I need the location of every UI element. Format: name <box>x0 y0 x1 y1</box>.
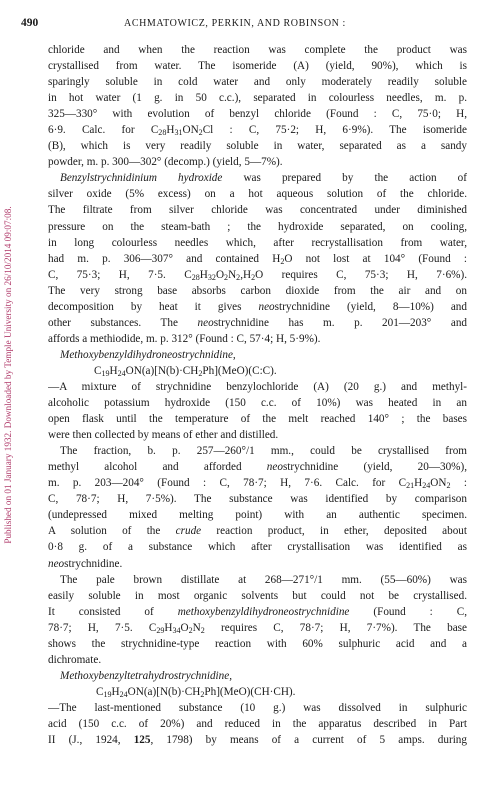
text-line: $C_{19}H_{24}ON(a)[N(b)\cdot CH_2Ph](MeO)(C:C)$. <box>94 364 277 378</box>
text-line: C, 78·7; H, 7·5%). The substance was identified by comparison <box>48 493 467 506</box>
text-line: —The last-mentioned substance (10 g.) was dissolved in sulphuric <box>48 701 467 714</box>
text-line: had m. p. 306—307° and contained $H_2O$ not lost at 104° (Found : <box>48 252 467 266</box>
text-line: decomposition by heat it gives neostrychnidine (yield, 8—10%) and <box>48 300 467 313</box>
text-line: acid (150 c.c. of 20%) and reduced in the apparatus described in Part <box>48 717 467 730</box>
text-line: powder, m. p. 300—302° (decomp.) (yield, 5—7%). <box>48 156 283 169</box>
text-line: Benzylstrychnidinium hydroxide was prepared by the action of <box>60 172 467 185</box>
text-line: sparingly soluble in cold water and only moderately readily soluble <box>48 76 467 89</box>
article-body <box>48 42 467 748</box>
text-line: —A mixture of strychnidine benzylochloride (A) (20 g.) and methyl- <box>48 380 467 393</box>
text-line: 325—330° with evolution of benzyl chloride (Found : C, 75·0; H, <box>48 108 467 121</box>
text-line: pressure on the steam-bath ; the hydroxide separated, on cooling, <box>48 220 467 233</box>
text-line: The pale brown distillate at 268—271°/1 mm. (55—60%) was <box>60 573 467 586</box>
page-number: 490 <box>21 17 39 29</box>
text-line: 78·7; H, 7·5. $C_{29}H_{34}O_2N_2$ requires C, 78·7; H, 7·7%). The base <box>48 621 467 635</box>
text-line: (undepressed mixed melting point) with an authentic specimen. <box>48 509 467 522</box>
text-line: affords a methiodide, m. p. 312° (Found : C, 57·4; H, 5·9%). <box>48 332 321 345</box>
text-line: were then collected by means of ether and distilled. <box>48 429 279 442</box>
text-line: II (J., 1924, 125, 1798) by means of a current of 5 amps. during <box>48 734 467 747</box>
download-notice <box>2 140 14 610</box>
text-line: Methoxybenzyltetrahydrostrychnidine, <box>60 669 233 682</box>
text-line: other substances. The neostrychnidine has m. p. 201—203° and <box>48 316 467 329</box>
running-head: ACHMATOWICZ, PERKIN, AND ROBINSON : <box>124 18 346 29</box>
page-header <box>21 17 465 33</box>
text-line: C, 75·3; H, 7·5. $C_{28}H_{32}O_2N_2,H_2O$ requires C, 75·3; H, 7·6%). <box>48 268 467 282</box>
text-line: A solution of the crude reaction product, in ether, deposited about <box>48 525 467 538</box>
text-line: open flask until the temperature of the melt reached 140° ; the bases <box>48 413 467 426</box>
text-line: dichromate. <box>48 653 102 666</box>
text-line: crystallised from water. The isomeride (A) (yield, 90%), which is <box>48 60 467 73</box>
text-line: alcoholic potassium hydroxide (150 c.c. of 10%) was heated in an <box>48 397 467 410</box>
text-line: silver oxide (5% excess) on a hot aqueous solution of the chloride. <box>48 188 467 201</box>
text-line: The fraction, b. p. 257—260°/1 mm., could be crystallised from <box>60 445 467 458</box>
text-line: 6·9. Calc. for $C_{28}H_{31}ON_2Cl$ : C, 75·2; H, 6·9%). The isomeride <box>48 124 467 138</box>
text-line: m. p. 203—204° (Found : C, 78·7; H, 7·6. Calc. for $C_{21}H_{24}ON_2$ : <box>48 477 467 491</box>
text-line: chloride and when the reaction was complete the product was <box>48 44 467 56</box>
text-line: $C_{19}H_{24}ON(a)[N(b)\cdot CH_2Ph](MeO)(CH\cdot CH)$. <box>96 685 296 699</box>
text-line: in hot water (1 g. in 50 c.c.), separated in colourless needles, m. p. <box>48 92 467 105</box>
text-line: Methoxybenzyldihydroneostrychnidine, <box>60 348 236 361</box>
text-line: It consisted of methoxybenzyldihydroneostrychnidine (Found : C, <box>48 605 467 618</box>
text-line: The filtrate from silver chloride was concentrated under diminished <box>48 204 467 217</box>
text-line: methyl alcohol and afforded neostrychnidine (yield, 20—30%), <box>48 461 467 474</box>
download-notice-text: Published on 01 January 1932. Downloaded by Temple University on 26/10/2014 09:07:08. <box>3 206 13 544</box>
text-line: easily soluble in most organic solvents but could not be crystallised. <box>48 589 467 602</box>
text-line: shows the strychnidine-type reaction with 60% sulphuric acid and a <box>48 637 467 650</box>
text-line: in long colourless needles which, after recrystallisation from water, <box>48 236 467 249</box>
text-line: (B), which is very readily soluble in water, separated as a sandy <box>48 140 467 153</box>
text-line: The very strong base absorbs carbon dioxide from the air and on <box>48 284 467 297</box>
text-line: 0·8 g. of a substance which after crystallisation was identified as <box>48 541 467 554</box>
text-line: neostrychnidine. <box>48 557 123 570</box>
